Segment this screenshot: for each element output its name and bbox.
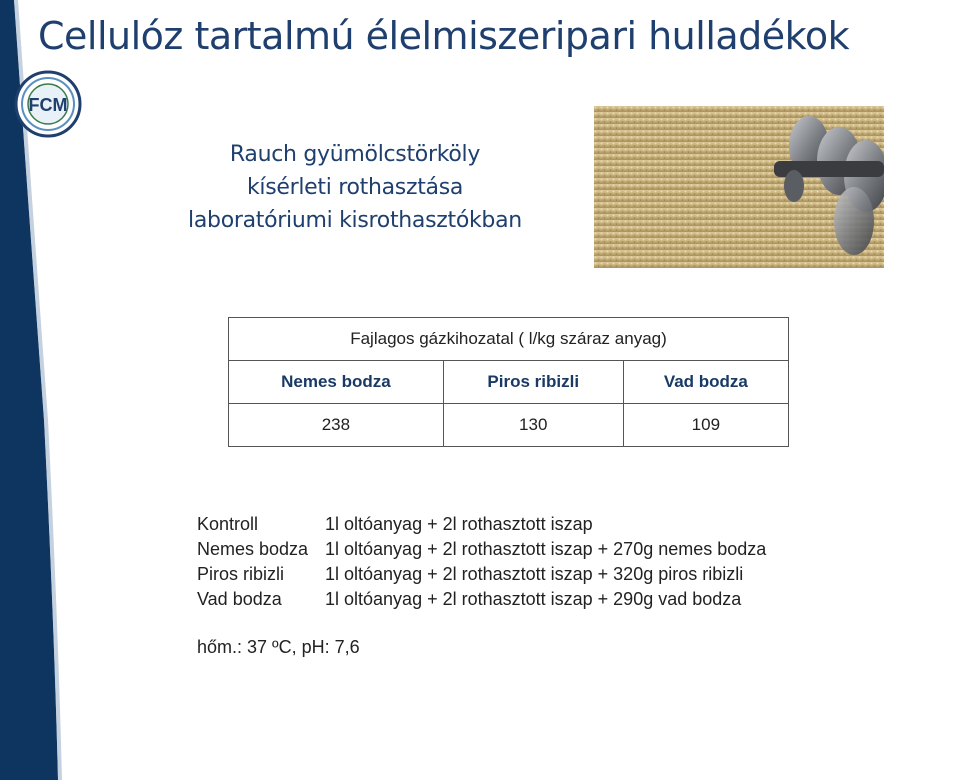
column-header: Nemes bodza [229,361,444,404]
subtitle-line: kísérleti rothasztása [246,175,464,200]
legend-name: Piros ribizli [197,564,285,584]
table-cell: 109 [623,404,788,447]
subtitle-line: laboratóriumi kisrothasztókban [188,208,522,233]
table-cell: 130 [443,404,623,447]
legend-description: 1l oltóanyag + 2l rothasztott iszap [325,514,593,534]
pomace-conveyor-photo [594,106,884,268]
svg-text:FCM: FCM [28,95,68,115]
legend-row [197,512,766,537]
table-caption: Fajlagos gázkihozatal ( l/kg száraz anyag) [229,318,789,361]
column-header: Vad bodza [623,361,788,404]
legend-name: Nemes bodza [197,539,309,559]
legend-description: 1l oltóanyag + 2l rothasztott iszap + 320g piros ribizli [325,564,744,584]
legend-description: 1l oltóanyag + 2l rothasztott iszap + 270g nemes bodza [325,539,767,559]
fcm-logo [14,70,82,138]
subtitle [160,138,550,237]
legend-row [197,587,766,612]
sample-legend [197,512,766,612]
conditions-text: hőm.: 37 ºC, pH: 7,6 [197,637,360,657]
legend-name: Kontroll [197,514,259,534]
legend-row [197,537,766,562]
legend-name: Vad bodza [197,589,282,609]
legend-description: 1l oltóanyag + 2l rothasztott iszap + 290g vad bodza [325,589,742,609]
legend-row [197,562,766,587]
slide-title: Cellulóz tartalmú élelmiszeripari hulladékok [38,14,850,58]
table-cell: 238 [229,404,444,447]
subtitle-line: Rauch gyümölcstörköly [229,142,481,167]
gas-yield-table [228,317,789,447]
column-header: Piros ribizli [443,361,623,404]
